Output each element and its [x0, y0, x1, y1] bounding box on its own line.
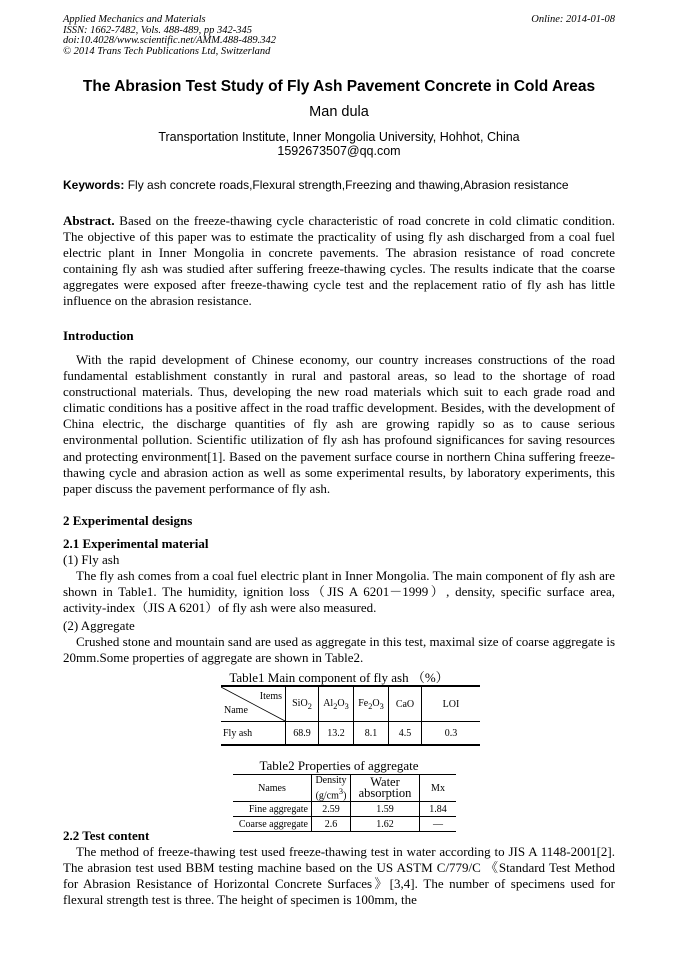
col-header [312, 775, 351, 802]
abstract-text: Based on the freeze-thawing cycle characteristic of road concrete in cold climatic condition. The objective of this paper was to estimate the practicality of using fly ash discharged from a coal fuel electric plant in Inner Mongolia in concrete pavements. The abrasion resistance of road concrete containing fly ash was studied after suffering freeze-thawing cycles. The results indicate that the coarse aggregates were exposed after freeze-thawing cycle test and the replacement ratio of fly ash has little influence on the abrasion resistance. [63, 213, 616, 309]
abstract-label: Abstract. [63, 213, 115, 228]
keywords-label: Keywords: [63, 178, 125, 192]
cell: 68.9 [286, 722, 319, 746]
corner-name: Name [224, 705, 248, 716]
col-header: LOI [422, 686, 481, 722]
density-unit: $(g/cm^3)$ [315, 787, 347, 802]
table1 [221, 685, 480, 746]
subscript: 2 [307, 701, 312, 711]
col-header: Names [233, 775, 312, 802]
subscript: 2 [333, 701, 338, 711]
table1-caption: Table1 Main component of fly ash （%） [229, 670, 449, 685]
section-2-heading: 2 Experimental designs [63, 513, 193, 528]
col-header: Mx [420, 775, 457, 802]
aggregate-label: (2) Aggregate [63, 618, 135, 633]
row-name: Fine aggregate [233, 802, 312, 817]
cell: 13.2 [319, 722, 354, 746]
table-header-row [221, 686, 480, 722]
table-row [233, 802, 456, 817]
cell: 0.3 [422, 722, 481, 746]
water-label-2: absorption [358, 786, 412, 801]
col-header [351, 775, 420, 802]
cell: 1.59 [351, 802, 420, 817]
affiliation: Transportation Institute, Inner Mongolia University, Hohhot, China [158, 130, 520, 144]
cell: 4.5 [389, 722, 422, 746]
cell: 1.62 [351, 817, 420, 832]
cell: 1.84 [420, 802, 457, 817]
water-label: Water [370, 775, 400, 790]
table2-caption: Table2 Properties of aggregate [259, 758, 419, 773]
row-name: Coarse aggregate [233, 817, 312, 832]
subscript: 3 [344, 701, 349, 711]
subscript: 2 [368, 701, 373, 711]
cell: 2.59 [312, 802, 351, 817]
corner-items: Items [259, 691, 282, 702]
fly-ash-text: The fly ash comes from a coal fuel electric plant in Inner Mongolia. The main component of fly ash are shown in Table1. The humidity, ignition loss（JIS A 6201－1999）, density, specific surface area, activity-index（JIS A 6201）of fly ash were also measured. [63, 568, 615, 616]
affiliation-block [0, 130, 678, 158]
col-header: CaO [389, 686, 422, 722]
table-header-row [233, 775, 456, 802]
intro-text: With the rapid development of Chinese economy, our country increases constructions of the road fundamental establishment constantly in rural and pastoral areas, so lead to the shortage of road constructional materials. Thus, developing the new road materials which suit to each grade road and climatic conditions has a positive affect in the road traffic development. Besides, with the development of China electric, the discharge quantities of fly ash are growing rapidly so as to cause serious environmental pollution. Scientific utilization of fly ash has profound significances for saving resources and protecting environment[1]. Based on the pavement surface course in northern China suffering freeze-thawing cycle and abrasion action as well as some experimental results, by laboratory experiments, this paper discuss the pavement performance of fly ash. [63, 352, 615, 496]
test-content-text: The method of freeze-thawing test used freeze-thawing test in water according to JIS A 1148-2001[2]. The abrasion test used BBM testing machine based on the US ASTM C/779/C 《Standard Test Method for Abrasion Resistance of Horizontal Concrete Surfaces》[3,4]. The number of specimens used for flexural strength test is three. The height of specimen is 100mm, the [63, 844, 615, 908]
journal-header [63, 15, 483, 57]
col-header: $Al_2O_3$ [319, 686, 354, 722]
author-name: Man dula [309, 104, 369, 120]
aggregate-text: Crushed stone and mountain sand are used as aggregate in this test, maximal size of coarse aggregate is 20mm.Some properties of aggregate are shown in Table2. [63, 634, 615, 666]
online-date: Online: 2014-01-08 [531, 14, 615, 25]
email: 1592673507@qq.com [277, 144, 401, 158]
density-label: Density [315, 775, 347, 786]
doi-line: doi:10.4028/www.scientific.net/AMM.488-489.342 [63, 35, 276, 46]
subscript: 3 [379, 701, 384, 711]
section-2-2-heading: 2.2 Test content [63, 828, 150, 843]
issn-line: ISSN: 1662-7482, Vols. 488-489, pp 342-345 [63, 24, 252, 36]
abstract [63, 213, 615, 310]
intro-heading: Introduction [63, 328, 134, 343]
row-name: Fly ash [221, 722, 286, 746]
fly-ash-label: (1) Fly ash [63, 552, 120, 567]
copyright-line: © 2014 Trans Tech Publications Ltd, Switzerland [63, 45, 271, 57]
keywords [63, 178, 623, 192]
table-row [221, 722, 480, 746]
cell: 2.6 [312, 817, 351, 832]
keywords-text: Fly ash concrete roads,Flexural strength,Freezing and thawing,Abrasion resistance [127, 178, 569, 192]
section-2-1-heading: 2.1 Experimental material [63, 536, 209, 551]
col-header: $Fe_2O_3$ [354, 686, 389, 722]
col-header: SiO$_2$ [286, 686, 319, 722]
cell: — [420, 817, 457, 832]
journal-name: Applied Mechanics and Materials [63, 14, 206, 25]
table-row [233, 817, 456, 832]
table2 [233, 774, 456, 832]
superscript: 3 [338, 787, 344, 796]
table1-corner-cell [221, 686, 286, 722]
paper-title: The Abrasion Test Study of Fly Ash Pavement Concrete in Cold Areas [82, 78, 596, 95]
cell: 8.1 [354, 722, 389, 746]
